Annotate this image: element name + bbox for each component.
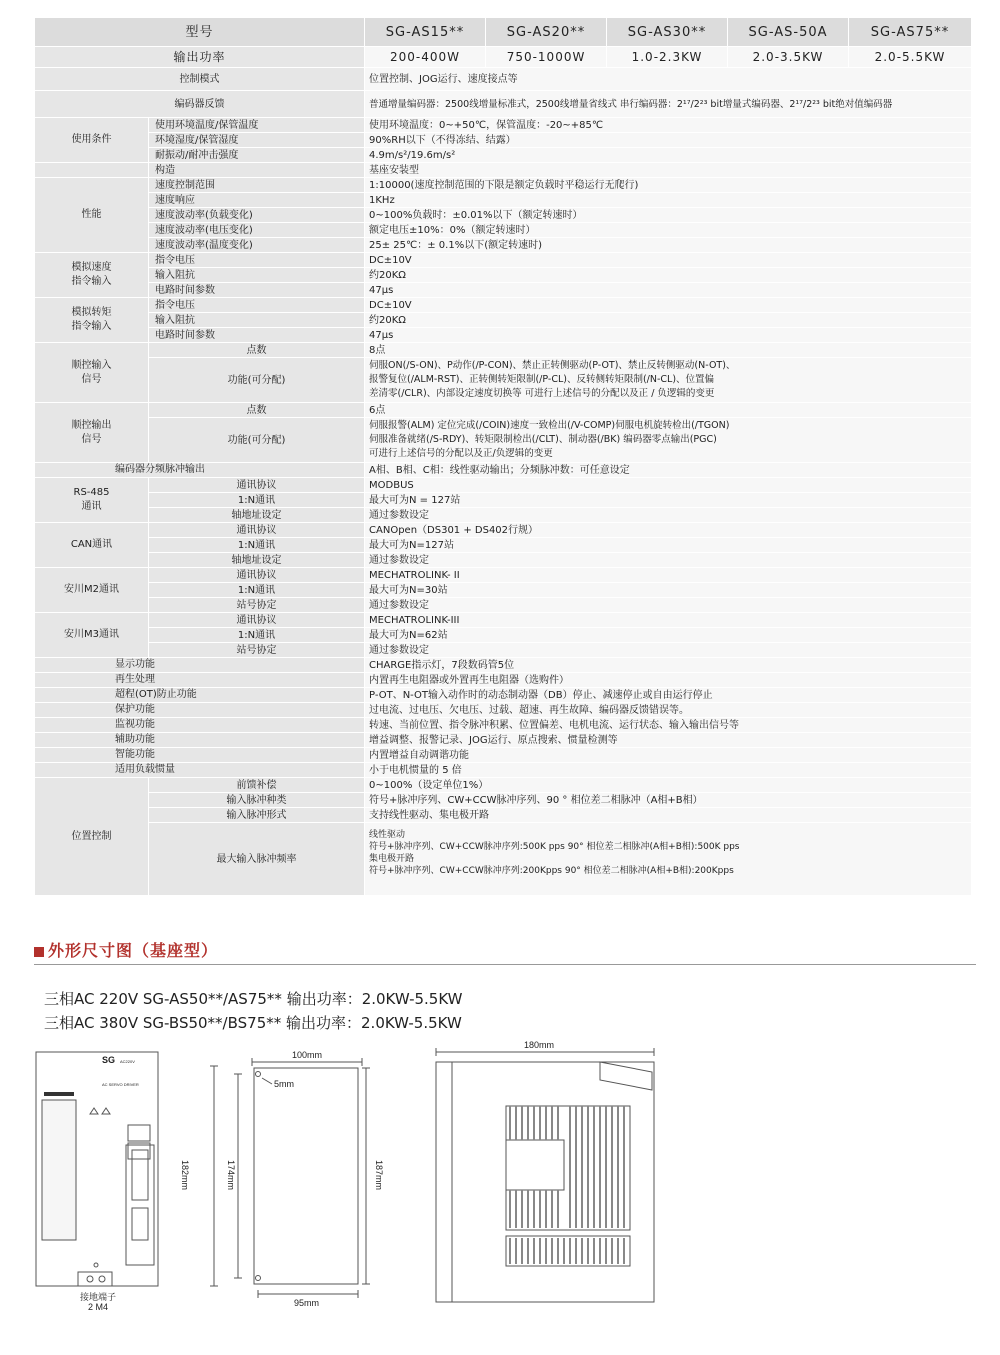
control-mode-label: 控制模式 (35, 68, 365, 91)
rs485-value: 通过参数设定 (365, 508, 972, 523)
func-line: 可进行上述信号的分配以及正/负逻辑的变更 (369, 448, 553, 459)
power-value: 200-400W (365, 47, 486, 68)
position-label: 前馈补偿 (149, 778, 365, 793)
power-value: 1.0-2.3KW (607, 47, 728, 68)
can-value: 最大可为N=127站 (365, 538, 972, 553)
analog-speed-value: 约20KΩ (365, 268, 972, 283)
model-name: SG-AS75** (849, 18, 972, 47)
model-name: SG-AS30** (607, 18, 728, 47)
group-line: 指令输入 (71, 276, 112, 287)
misc-label: 辅助功能 (35, 733, 365, 748)
position-label: 输入脉冲形式 (149, 808, 365, 823)
position-label: 输入脉冲种类 (149, 793, 365, 808)
m3-group: 安川M3通讯 (35, 613, 149, 658)
front-model: AC220V (120, 1059, 135, 1064)
performance-label: 速度波动率(负载变化) (149, 208, 365, 223)
position-group: 位置控制 (35, 778, 149, 896)
m3-value: 最大可为N=62站 (365, 628, 972, 643)
performance-label: 速度波动率(电压变化) (149, 223, 365, 238)
model-line: 三相AC 220V SG-AS50**/AS75** 输出功率：2.0KW-5.5KW (44, 990, 463, 1008)
freq-label: 最大输入脉冲频率 (149, 823, 365, 896)
misc-label: 智能功能 (35, 748, 365, 763)
rs485-label: 1:N通讯 (149, 493, 365, 508)
can-label: 轴地址设定 (149, 553, 365, 568)
usage-value: 使用环境温度：0~+50℃，保管温度：-20~+85℃ (365, 118, 972, 133)
rs485-label: 通讯协议 (149, 478, 365, 493)
position-value: 符号+脉冲序列、CW+CCW脉冲序列、90 ° 相位差二相脉冲（A相+B相） (365, 793, 972, 808)
encoder-value: 普通增量编码器：2500线增量标准式，2500线增量省线式 串行编码器：2¹⁷/2²³ bit增量式编码器、2¹⁷/2²³ bit绝对值编码器 (365, 91, 972, 118)
misc-value: 内置增益自动调谐功能 (365, 748, 972, 763)
func-line: 差清零(/CLR)、内部设定速度切换等 可进行上述信号的分配以及正 / 负逻辑的变更 (369, 388, 715, 399)
can-value: CANOpen（DS301 + DS402行规） (365, 523, 972, 538)
seq-input-func-label: 功能(可分配) (149, 358, 365, 403)
analog-speed-label: 输入阻抗 (149, 268, 365, 283)
m2-group: 安川M2通讯 (35, 568, 149, 613)
control-mode-value: 位置控制、JOG运行、速度接点等 (365, 68, 972, 91)
usage-value: 4.9m/s²/19.6m/s² (365, 148, 972, 163)
m2-value: 通过参数设定 (365, 598, 972, 613)
model-name: SG-AS20** (486, 18, 607, 47)
usage-label: 环境湿度/保管湿度 (149, 133, 365, 148)
performance-value: 1:10000(速度控制范围的下限是额定负载时平稳运行无爬行) (365, 178, 972, 193)
group-line: RS-485 (73, 487, 110, 498)
analog-torque-value: 约20KΩ (365, 313, 972, 328)
analog-speed-value: DC±10V (365, 253, 972, 268)
model-name: SG-AS-50A (728, 18, 849, 47)
group-line: 模拟转矩 (71, 307, 112, 318)
pulse-out-label: 编码器分频脉冲输出 (35, 463, 365, 478)
rs485-value: MODBUS (365, 478, 972, 493)
func-line: 报警复位(/ALM-RST)、正转侧转矩限制(/P-CL)、反转侧转矩限制(/N-CL)、位置偏 (369, 374, 715, 385)
usage-label: 使用环境温度/保管温度 (149, 118, 365, 133)
performance-value: 25± 25℃：± 0.1%以下(额定转速时) (365, 238, 972, 253)
misc-label: 超程(OT)防止功能 (35, 688, 365, 703)
analog-speed-label: 电路时间参数 (149, 283, 365, 298)
can-value: 通过参数设定 (365, 553, 972, 568)
front-brand: SG (102, 1055, 116, 1065)
header-label: 型号 (35, 18, 365, 47)
m3-label: 1:N通讯 (149, 628, 365, 643)
rs485-label: 轴地址设定 (149, 508, 365, 523)
func-line: 伺服准备就绪(/S-RDY)、转矩限制检出(/CLT)、制动器(/BK) 编码器零点输出(PGC) (369, 434, 717, 445)
seq-input-points-label: 点数 (149, 343, 365, 358)
pulse-out-value: A相、B相、C相：线性驱动输出；分频脉冲数：可任意设定 (365, 463, 972, 478)
misc-label: 保护功能 (35, 703, 365, 718)
m2-value: 最大可为N=30站 (365, 583, 972, 598)
m3-value: MECHATROLINK-III (365, 613, 972, 628)
misc-value: 内置再生电阻器或外置再生电阻器（选购件） (365, 673, 972, 688)
analog-torque-label: 输入阻抗 (149, 313, 365, 328)
usage-value: 90%RH以下（不得冻结、结露） (365, 133, 972, 148)
seq-output-points: 6点 (365, 403, 972, 418)
group-line: 信号 (81, 373, 102, 385)
freq-line: 符号+脉冲序列、CW+CCW脉冲序列:200Kpps 90° 相位差二相脉冲(A相+B相):200Kpps (369, 866, 734, 876)
performance-value: 额定电压±10%：0%（额定转速时） (365, 223, 972, 238)
misc-value: 小于电机惯量的 5 倍 (365, 763, 972, 778)
section-title-text: 外形尺寸图（基座型） (48, 941, 219, 960)
m2-label: 通讯协议 (149, 568, 365, 583)
performance-value: 0~100%负载时：±0.01%以下（额定转速时） (365, 208, 972, 223)
misc-value: 过电流、过电压、欠电压、过载、超速、再生故障、编码器反馈错误等。 (365, 703, 972, 718)
power-value: 2.0-3.5KW (728, 47, 849, 68)
ground-label: 接地端子 (80, 1292, 117, 1302)
can-label: 1:N通讯 (149, 538, 365, 553)
position-value: 0~100%（设定单位1%） (365, 778, 972, 793)
group-line: 信号 (81, 433, 102, 445)
analog-torque-value: DC±10V (365, 298, 972, 313)
encoder-label: 编码器反馈 (35, 91, 365, 118)
dim-height-inner: 174mm (226, 1160, 236, 1191)
misc-value: CHARGE指示灯，7段数码管5位 (365, 658, 972, 673)
misc-label: 适用负载惯量 (35, 763, 365, 778)
analog-speed-value: 47μs (365, 283, 972, 298)
dim-hole: 5mm (274, 1079, 294, 1089)
front-view (36, 1052, 158, 1286)
performance-group: 性能 (35, 178, 149, 253)
seq-output-points-label: 点数 (149, 403, 365, 418)
dim-width-bottom: 95mm (294, 1298, 320, 1308)
misc-label: 再生处理 (35, 673, 365, 688)
model-name: SG-AS15** (365, 18, 486, 47)
analog-speed-label: 指令电压 (149, 253, 365, 268)
front-subtitle: AC SERVO DRIVER (102, 1082, 139, 1087)
m2-label: 站号协定 (149, 598, 365, 613)
can-label: 通讯协议 (149, 523, 365, 538)
structure-label: 构造 (149, 163, 365, 178)
usage-group: 使用条件 (35, 118, 149, 163)
freq-line: 符号+脉冲序列、CW+CCW脉冲序列:500K pps 90° 相位差二相脉冲(A相+B相):500K pps (369, 842, 740, 852)
m2-value: MECHATROLINK- II (365, 568, 972, 583)
group-line: 指令输入 (71, 321, 112, 332)
structure-value: 基座安装型 (365, 163, 972, 178)
m3-label: 站号协定 (149, 643, 365, 658)
freq-line: 集电极开路 (369, 854, 415, 864)
seq-input-points: 8点 (365, 343, 972, 358)
misc-value: 增益调整、报警记录、JOG运行、原点搜索、惯量检测等 (365, 733, 972, 748)
func-line: 伺服报警(ALM) 定位完成(/COIN)速度一致检出(/V-COMP)伺服电机旋转检出(/TGON) (369, 420, 730, 431)
group-line: 模拟速度 (71, 262, 112, 273)
m3-label: 通讯协议 (149, 613, 365, 628)
model-line: 三相AC 380V SG-BS50**/BS75** 输出功率：2.0KW-5.5KW (44, 1014, 462, 1032)
performance-value: 1KHz (365, 193, 972, 208)
dim-height-right: 187mm (374, 1160, 384, 1191)
misc-label: 显示功能 (35, 658, 365, 673)
func-line: 伺服ON(/S-ON)、P动作(/P-CON)、禁止正转侧驱动(P-OT)、禁止反转侧驱动(N-OT)、 (369, 360, 736, 371)
can-group: CAN通讯 (35, 523, 149, 568)
dim-height-outer: 182mm (180, 1160, 190, 1191)
usage-label: 耐振动/耐冲击强度 (149, 148, 365, 163)
performance-label: 速度波动率(温度变化) (149, 238, 365, 253)
misc-value: P-OT、N-OT输入动作时的动态制动器（DB）停止、减速停止或自由运行停止 (365, 688, 972, 703)
group-line: 顺控输出 (71, 419, 112, 431)
m3-value: 通过参数设定 (365, 643, 972, 658)
performance-label: 速度控制范围 (149, 178, 365, 193)
m2-label: 1:N通讯 (149, 583, 365, 598)
ground-spec: 2 M4 (88, 1302, 109, 1312)
misc-value: 转速、当前位置、指令脉冲积累、位置偏差、电机电流、运行状态、输入输出信号等 (365, 718, 972, 733)
analog-torque-value: 47μs (365, 328, 972, 343)
position-value: 支持线性驱动、集电极开路 (365, 808, 972, 823)
dim-width-top: 100mm (292, 1050, 323, 1060)
group-line: 通讯 (81, 501, 102, 512)
performance-label: 速度响应 (149, 193, 365, 208)
analog-torque-label: 指令电压 (149, 298, 365, 313)
power-label: 输出功率 (35, 47, 365, 68)
power-value: 750-1000W (486, 47, 607, 68)
dim-depth: 180mm (524, 1040, 555, 1050)
rs485-value: 最大可为N = 127站 (365, 493, 972, 508)
group-line: 顺控输入 (71, 359, 112, 371)
misc-label: 监视功能 (35, 718, 365, 733)
analog-torque-label: 电路时间参数 (149, 328, 365, 343)
power-value: 2.0-5.5KW (849, 47, 972, 68)
freq-line: 线性驱动 (369, 830, 406, 840)
seq-output-func-label: 功能(可分配) (149, 418, 365, 463)
